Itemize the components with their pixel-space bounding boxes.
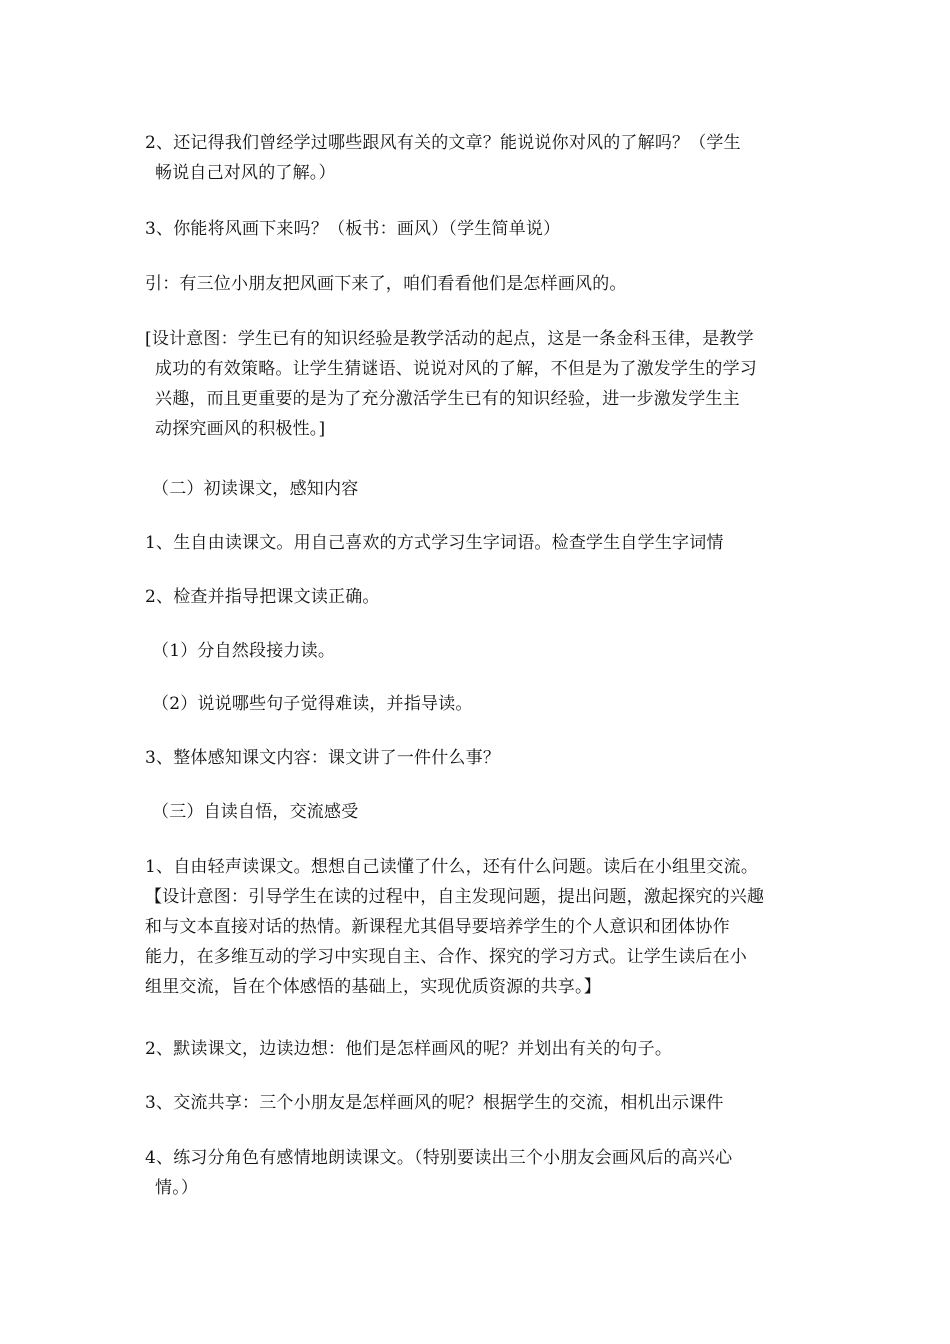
text-line: （1）分自然段接力读。 — [152, 641, 336, 661]
step-2b-paragraph — [145, 1034, 815, 1064]
question-3-paragraph — [145, 214, 815, 244]
text-line: 2、还记得我们曾经学过哪些跟风有关的文章？能说说你对风的了解吗？（学生 — [145, 133, 741, 153]
text-line: （二）初读课文，感知内容 — [152, 479, 359, 499]
text-line: 情。） — [155, 1178, 199, 1198]
step-4-paragraph — [145, 1143, 815, 1203]
lead-in-paragraph — [145, 269, 815, 299]
text-line: 能力，在多维互动的学习中实现自主、合作、探究的学习方式。让学生读后在小 — [145, 947, 747, 967]
step-3b-paragraph — [145, 1088, 815, 1118]
step-3-paragraph — [145, 743, 815, 773]
design-intent-paragraph-1 — [145, 324, 815, 444]
text-line: 成功的有效策略。让学生猜谜语、说说对风的了解，不但是为了激发学生的学习 — [155, 359, 757, 379]
text-line: 和与文本直接对话的热情。新课程尤其倡导要培养学生的个人意识和团体协作 — [145, 917, 730, 937]
text-line: 3、交流共享：三个小朋友是怎样画风的呢？根据学生的交流，相机出示课件 — [145, 1093, 724, 1113]
sub-step-2-paragraph — [152, 689, 822, 719]
text-line: 兴趣，而且更重要的是为了充分激活学生已有的知识经验，进一步激发学生主 — [155, 389, 740, 409]
text-line: 3、整体感知课文内容：课文讲了一件什么事？ — [145, 748, 501, 768]
step-1-paragraph — [145, 528, 815, 558]
text-line: 畅说自己对风的了解。） — [155, 163, 336, 183]
sub-step-1-paragraph — [152, 636, 822, 666]
text-line: [设计意图：学生已有的知识经验是教学活动的起点，这是一条金科玉律，是教学 — [145, 329, 754, 349]
text-line: 动探究画风的积极性。] — [155, 419, 326, 439]
text-line: 2、检查并指导把课文读正确。 — [145, 587, 380, 607]
text-line: 3、你能将风画下来吗？（板书：画风）（学生简单说） — [145, 219, 561, 239]
text-line: 组里交流，旨在个体感悟的基础上，实现优质资源的共享。】 — [145, 977, 601, 997]
text-line: 1、生自由读课文。用自己喜欢的方式学习生字词语。检查学生自学生字词情 — [145, 533, 724, 553]
text-line: 4、练习分角色有感情地朗读课文。（特别要读出三个小朋友会画风后的高兴心 — [145, 1148, 733, 1168]
text-line: （三）自读自悟，交流感受 — [152, 802, 359, 822]
design-intent-paragraph-2 — [145, 852, 815, 1002]
section-2-heading — [152, 474, 822, 504]
text-line: （2）说说哪些句子觉得难读，并指导读。 — [152, 694, 473, 714]
text-line: 1、自由轻声读课文。想想自己读懂了什么，还有什么问题。读后在小组里交流。 — [145, 857, 759, 877]
text-line: 引：有三位小朋友把风画下来了，咱们看看他们是怎样画风的。 — [145, 274, 627, 294]
step-2-paragraph — [145, 582, 815, 612]
text-line: 2、默读课文，边读边想：他们是怎样画风的呢？并划出有关的句子。 — [145, 1039, 673, 1059]
question-2-paragraph — [145, 128, 815, 188]
text-line: 【设计意图：引导学生在读的过程中，自主发现问题，提出问题，激起探究的兴趣 — [145, 887, 765, 907]
section-3-heading — [152, 797, 822, 827]
